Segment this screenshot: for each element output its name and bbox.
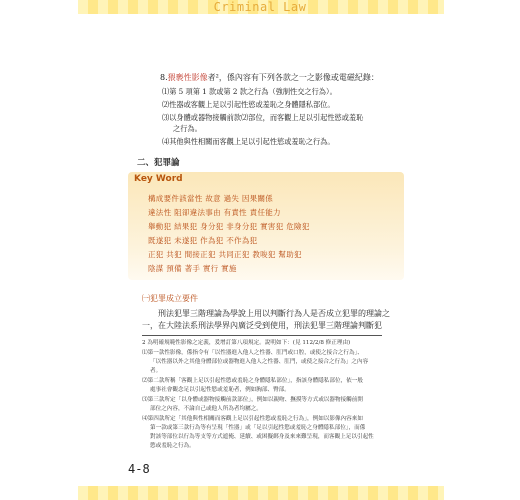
sub-item-1: ⑴第 5 項第 1 款或第 2 款之行為（強制性交之行為）。 — [162, 87, 337, 96]
section-title: 二、犯罪論 — [137, 158, 180, 168]
keyword-row: 違法性 阻卻違法事由 有責性 責任能力 — [148, 208, 281, 217]
page-number-sub: 8 — [142, 462, 150, 476]
footnote-line: ⑴第一款性影像，係指令有「以性器進入他人之性器、肛門或口腔，或使之接合之行為」、 — [142, 350, 363, 356]
item-8-number: 8. — [160, 73, 168, 82]
paragraph-line-1: 刑法犯罪三階理論為學說上用以判斷行為人是否成立犯罪的理論之 — [158, 309, 390, 318]
keyword-row: 正犯 共犯 間接正犯 共同正犯 教唆犯 幫助犯 — [148, 250, 302, 259]
footnote-divider — [142, 335, 382, 336]
keyword-row: 構成要件該當性 故意 過失 因果關係 — [148, 194, 274, 203]
running-title: Criminal Law — [213, 0, 307, 14]
sub-item-3-cont: 之行為。 — [173, 124, 202, 133]
footnote-line: 慾或羞恥之行為。 — [150, 443, 195, 449]
footnote-line: 部位之內容，不論自己或他人所為者均屬之。 — [150, 406, 262, 412]
page-number: 4-8 — [128, 462, 150, 476]
footnote-line: ⑵第二款所稱「客觀上足以引起性慾或羞恥之身體隱私部位」，指該身體隱私部位，依一般 — [142, 378, 363, 384]
footnote-line: ⑷第四款所定「其他與性相關而客觀上足以引起性慾或羞恥之行為」，例如以影像內容來如 — [142, 416, 363, 422]
item-8-definition: 者²，係內容有下列各款之一之影像或電磁紀錄： — [207, 73, 379, 82]
footnote-line: 者。 — [150, 368, 162, 374]
footer-band — [78, 486, 444, 500]
footnote-line: ⑶第三款所定「以身體或器物接觸前款部位」，例如以親吻、撫摸等方式或以器物接觸前開 — [142, 397, 363, 403]
keyword-row: 既遂犯 未遂犯 作為犯 不作為犯 — [148, 236, 258, 245]
footnote-line: 2 為明確規範性影像之定義，爰增訂第八項規定。說明如下：(見 112/2/8 修正理由) — [142, 340, 351, 346]
subheading: ㈠犯罪成立要件 — [142, 294, 198, 303]
item-8-term: 猥褻性影像 — [167, 73, 208, 82]
paragraph-line-2: 一，在大陸法系刑法學界內廣泛受到使用，刑法犯罪三階理論判斷犯 — [142, 321, 382, 330]
sub-item-4: ⑷其他與性相關而客觀上足以引起性慾或羞恥之行為。 — [162, 137, 335, 146]
footnote-line: 第一款或第三款行為等有呈現「性器」或「足以引起性慾或羞恥之身體隱私部位」，而係 — [150, 425, 366, 431]
keyword-title: Key Word — [134, 174, 183, 184]
sub-item-3: ⑶以身體或器物接觸前款⑵部位，而客觀上足以引起性慾或羞恥 — [162, 113, 364, 122]
sub-item-2: ⑵性器或客觀上足以引起性慾或羞恥之身體隱私部位。 — [162, 100, 335, 109]
keyword-row: 舉動犯 結果犯 身分犯 非身分犯 實害犯 危險犯 — [148, 222, 310, 231]
footnote-line: 處事社會觀念足以引起性慾或羞恥者，例如胸部、臀部。 — [150, 387, 290, 393]
footnote-line: 對該等部位以行為等支等方式遮掩、延續、或困擬綁身及來來難呈現，而客觀上足以引起性 — [150, 434, 374, 440]
footnote-line: 「以性器以外之其他身體部位或器物進入他人之性器、肛門，或使之接合之行為」之內容 — [150, 359, 369, 365]
page-number-main: 4 — [128, 462, 136, 476]
keyword-row: 陰謀 預備 著手 實行 實施 — [148, 264, 237, 273]
item-8 — [160, 72, 379, 83]
